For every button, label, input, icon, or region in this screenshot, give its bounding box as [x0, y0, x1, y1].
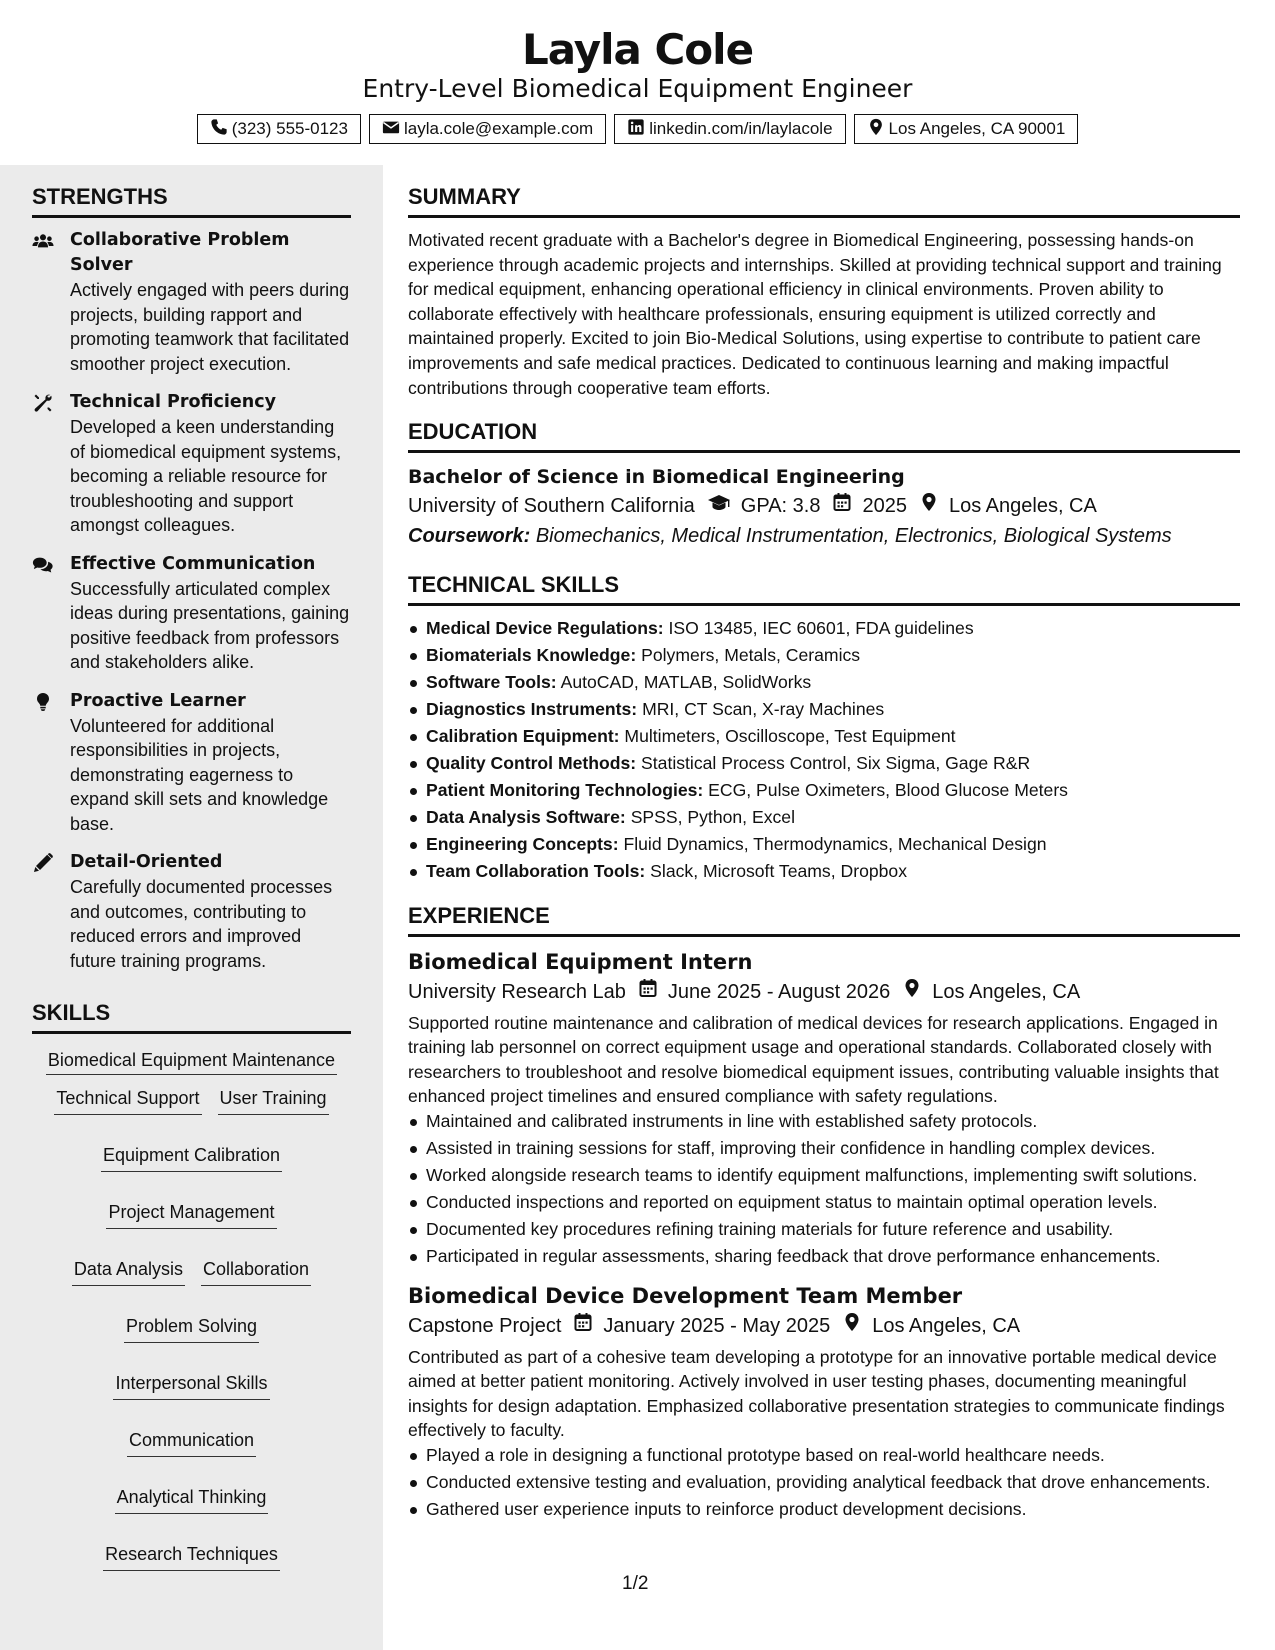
skills-heading: SKILLS: [32, 999, 351, 1034]
comments-icon: [32, 552, 70, 675]
email-text: layla.cole@example.com: [403, 119, 594, 138]
job-title: Biomedical Equipment Intern: [408, 949, 753, 974]
list-item: [408, 724, 1240, 749]
list-item: Gathered user experience inputs to reinforce product development decisions.: [408, 1497, 1240, 1522]
strength-title: Effective Communication: [70, 553, 316, 574]
technical-skills-list: [408, 616, 1240, 884]
calendar-icon: [626, 977, 668, 1007]
tech-skill-label: Software Tools:: [426, 672, 557, 693]
education-meta: [408, 491, 1240, 521]
skills-list: [32, 1044, 351, 1571]
list-item: [408, 616, 1240, 641]
tech-skill-label: Data Analysis Software:: [426, 807, 626, 828]
job-location: Los Angeles, CA: [932, 980, 1081, 1003]
lightbulb-icon: [32, 689, 70, 837]
job-description: Contributed as part of a cohesive team developing a prototype for an innovative portable medical device aimed at better patient monitoring. Actively involved in user testing phases, documenting meaningful insights for design adaptation. Emphasized collaborative presentation strategies to communicate findings effectively to faculty.: [408, 1346, 1225, 1441]
job-organization: University Research Lab: [408, 980, 626, 1003]
tech-skill-value: Slack, Microsoft Teams, Dropbox: [650, 861, 907, 882]
job-description: Supported routine maintenance and calibration of medical devices for research applications. Engaged in training lab personnel on correct equipment usage and operational standards. Collaborated closely with researchers to troubleshoot and resolve biomedical equipment issues, contributing valuable insights that enhanced project timelines and ensured compliance with safety regulations.: [408, 1012, 1219, 1107]
list-item: Worked alongside research teams to identify equipment malfunctions, implementing swift solutions.: [408, 1163, 1240, 1188]
education-location: Los Angeles, CA: [948, 495, 1097, 518]
tech-skill-label: Medical Device Regulations:: [426, 618, 664, 639]
tech-skill-value: AutoCAD, MATLAB, SolidWorks: [560, 672, 812, 693]
strength-item: [32, 228, 351, 376]
users-icon: [32, 228, 70, 376]
degree: Bachelor of Science in Biomedical Engineering: [408, 466, 905, 489]
strength-description: Developed a keen understanding of biomedical equipment systems, becoming a reliable resource for troubleshooting and support amongst colleagues.: [70, 417, 342, 535]
list-item: Conducted inspections and reported on equipment status to maintain optimal operation levels.: [408, 1190, 1240, 1215]
pencil-icon: [32, 850, 70, 973]
list-item: Conducted extensive testing and evaluation, providing analytical feedback that drove enhancements.: [408, 1470, 1240, 1495]
location-text: Los Angeles, CA 90001: [888, 119, 1066, 138]
graduation-year: 2025: [862, 495, 907, 518]
resume-header: [0, 0, 1275, 165]
strengths-heading: STRENGTHS: [32, 183, 351, 218]
skill-chip: User Training: [218, 1086, 329, 1115]
candidate-name: Layla Cole: [521, 25, 754, 74]
calendar-icon: [561, 1311, 603, 1341]
tech-skill-value: SPSS, Python, Excel: [630, 807, 795, 828]
graduation-cap-icon: [695, 491, 741, 521]
tech-skill-label: Quality Control Methods:: [426, 753, 637, 774]
list-item: [408, 778, 1240, 803]
skill-chip: Communication: [127, 1428, 256, 1457]
school-name: University of Southern California: [408, 495, 695, 518]
tech-skill-label: Patient Monitoring Technologies:: [426, 780, 704, 801]
list-item: [408, 832, 1240, 857]
skill-row: [32, 1048, 351, 1072]
tech-skill-value: ISO 13485, IEC 60601, FDA guidelines: [668, 618, 974, 639]
job-location: Los Angeles, CA: [872, 1314, 1021, 1337]
list-item: [408, 859, 1240, 884]
strength-title: Technical Proficiency: [70, 392, 276, 412]
location-pin-icon: [830, 1311, 872, 1341]
job-title: Biomedical Device Development Team Member: [408, 1283, 963, 1308]
tech-skill-label: Diagnostics Instruments:: [426, 699, 638, 720]
candidate-role: Entry-Level Biomedical Equipment Engineer: [362, 74, 913, 103]
list-item: [408, 697, 1240, 722]
job-meta: [408, 977, 1240, 1007]
skill-chip: Interpersonal Skills: [113, 1371, 269, 1400]
contact-phone[interactable]: [197, 114, 361, 144]
sidebar: [0, 165, 383, 1650]
linkedin-icon: [627, 118, 645, 141]
tech-skill-value: MRI, CT Scan, X-ray Machines: [642, 699, 885, 720]
contact-email[interactable]: [369, 114, 606, 144]
tech-skill-label: Calibration Equipment:: [426, 726, 620, 747]
strength-title: Proactive Learner: [70, 690, 246, 711]
strength-item: [32, 689, 351, 837]
strength-item: [32, 552, 351, 675]
coursework-label: Coursework:: [408, 525, 531, 548]
contact-bar: [0, 114, 1275, 144]
location-pin-icon: [907, 491, 949, 521]
coursework-list: Biomechanics, Medical Instrumentation, Electronics, Biological Systems: [535, 525, 1172, 548]
list-item: [408, 643, 1240, 668]
envelope-icon: [382, 118, 400, 141]
job-meta: [408, 1311, 1240, 1341]
job-dates: January 2025 - May 2025: [603, 1314, 831, 1337]
tech-skill-value: Polymers, Metals, Ceramics: [641, 645, 861, 666]
summary-text: Motivated recent graduate with a Bachelor's degree in Biomedical Engineering, possessing hands-on experience through academic projects and internships. Skilled at providing technical support and training for medical equipment, enhancing operational efficiency in clinical environments. Proven ability to collaborate effectively with healthcare professionals, ensuring equipment is utilized correctly and maintained properly. Excited to join Bio-Medical Solutions, using expertise to contribute to patient care improvements and safe medical practices. Dedicated to continuous learning and making impactful contributions through cooperative team efforts.: [408, 230, 1222, 398]
phone-text: (323) 555-0123: [231, 119, 348, 138]
job-entry: [408, 947, 1240, 1269]
strength-description: Carefully documented processes and outcomes, contributing to reduced errors and improved future training programs.: [70, 877, 333, 971]
tech-skill-label: Engineering Concepts:: [426, 834, 619, 855]
main-content: [408, 165, 1240, 1650]
tech-skill-value: Multimeters, Oscilloscope, Test Equipment: [624, 726, 956, 747]
strength-description: Actively engaged with peers during projects, building rapport and promoting teamwork that facilitated smoother project execution.: [70, 280, 350, 374]
skill-chip: Technical Support: [54, 1086, 201, 1115]
tech-skill-value: Statistical Process Control, Six Sigma, Gage R&R: [641, 753, 1031, 774]
coursework: [408, 521, 1240, 551]
skill-chip: Project Management: [106, 1200, 276, 1229]
technical-skills-heading: TECHNICAL SKILLS: [408, 571, 1240, 606]
tech-skill-value: ECG, Pulse Oximeters, Blood Glucose Meters: [708, 780, 1068, 801]
strength-title: Collaborative Problem Solver: [70, 230, 290, 275]
education-heading: EDUCATION: [408, 418, 1240, 453]
page-number: 1/2: [622, 1573, 649, 1594]
strength-item: [32, 390, 351, 538]
list-item: Maintained and calibrated instruments in line with established safety protocols.: [408, 1109, 1240, 1134]
list-item: Played a role in designing a functional prototype based on real-world healthcare needs.: [408, 1443, 1240, 1468]
skill-chip: Research Techniques: [103, 1542, 280, 1571]
contact-linkedin[interactable]: [614, 114, 845, 144]
strength-description: Volunteered for additional responsibilities in projects, demonstrating eagerness to expand skill sets and knowledge base.: [70, 715, 329, 834]
list-item: Assisted in training sessions for staff, improving their confidence in handling complex devices.: [408, 1136, 1240, 1161]
phone-icon: [210, 118, 228, 141]
list-item: [408, 805, 1240, 830]
skill-chip: Problem Solving: [124, 1314, 259, 1343]
tech-skill-value: Fluid Dynamics, Thermodynamics, Mechanical Design: [623, 834, 1047, 855]
job-organization: Capstone Project: [408, 1314, 562, 1337]
tools-icon: [32, 390, 70, 538]
gpa: GPA: 3.8: [740, 495, 821, 518]
summary-heading: SUMMARY: [408, 183, 1240, 218]
skill-chip: Collaboration: [201, 1257, 311, 1286]
tech-skill-label: Biomaterials Knowledge:: [426, 645, 637, 666]
location-pin-icon: [867, 118, 885, 141]
list-item: [408, 751, 1240, 776]
job-bullets: [408, 1109, 1240, 1269]
tech-skill-label: Team Collaboration Tools:: [426, 861, 646, 882]
skill-chip: Biomedical Equipment Maintenance: [46, 1050, 337, 1075]
skill-chip: Data Analysis: [72, 1257, 185, 1286]
job-dates: June 2025 - August 2026: [667, 980, 891, 1003]
job-bullets: [408, 1443, 1240, 1522]
list-item: [408, 670, 1240, 695]
location-pin-icon: [890, 977, 932, 1007]
job-entry: [408, 1281, 1240, 1522]
calendar-icon: [820, 491, 862, 521]
contact-location: [854, 114, 1079, 144]
strength-item: [32, 850, 351, 973]
skill-chip: Equipment Calibration: [101, 1143, 282, 1172]
linkedin-text: linkedin.com/in/laylacole: [649, 119, 833, 138]
list-item: Documented key procedures refining training materials for future reference and usability.: [408, 1217, 1240, 1242]
skill-chip: Analytical Thinking: [115, 1485, 269, 1514]
strength-description: Successfully articulated complex ideas during presentations, gaining positive feedback from professors and stakeholders alike.: [70, 578, 350, 672]
experience-heading: EXPERIENCE: [408, 902, 1240, 937]
strength-title: Detail-Oriented: [70, 852, 223, 872]
list-item: Participated in regular assessments, sharing feedback that drove performance enhancements.: [408, 1244, 1240, 1269]
